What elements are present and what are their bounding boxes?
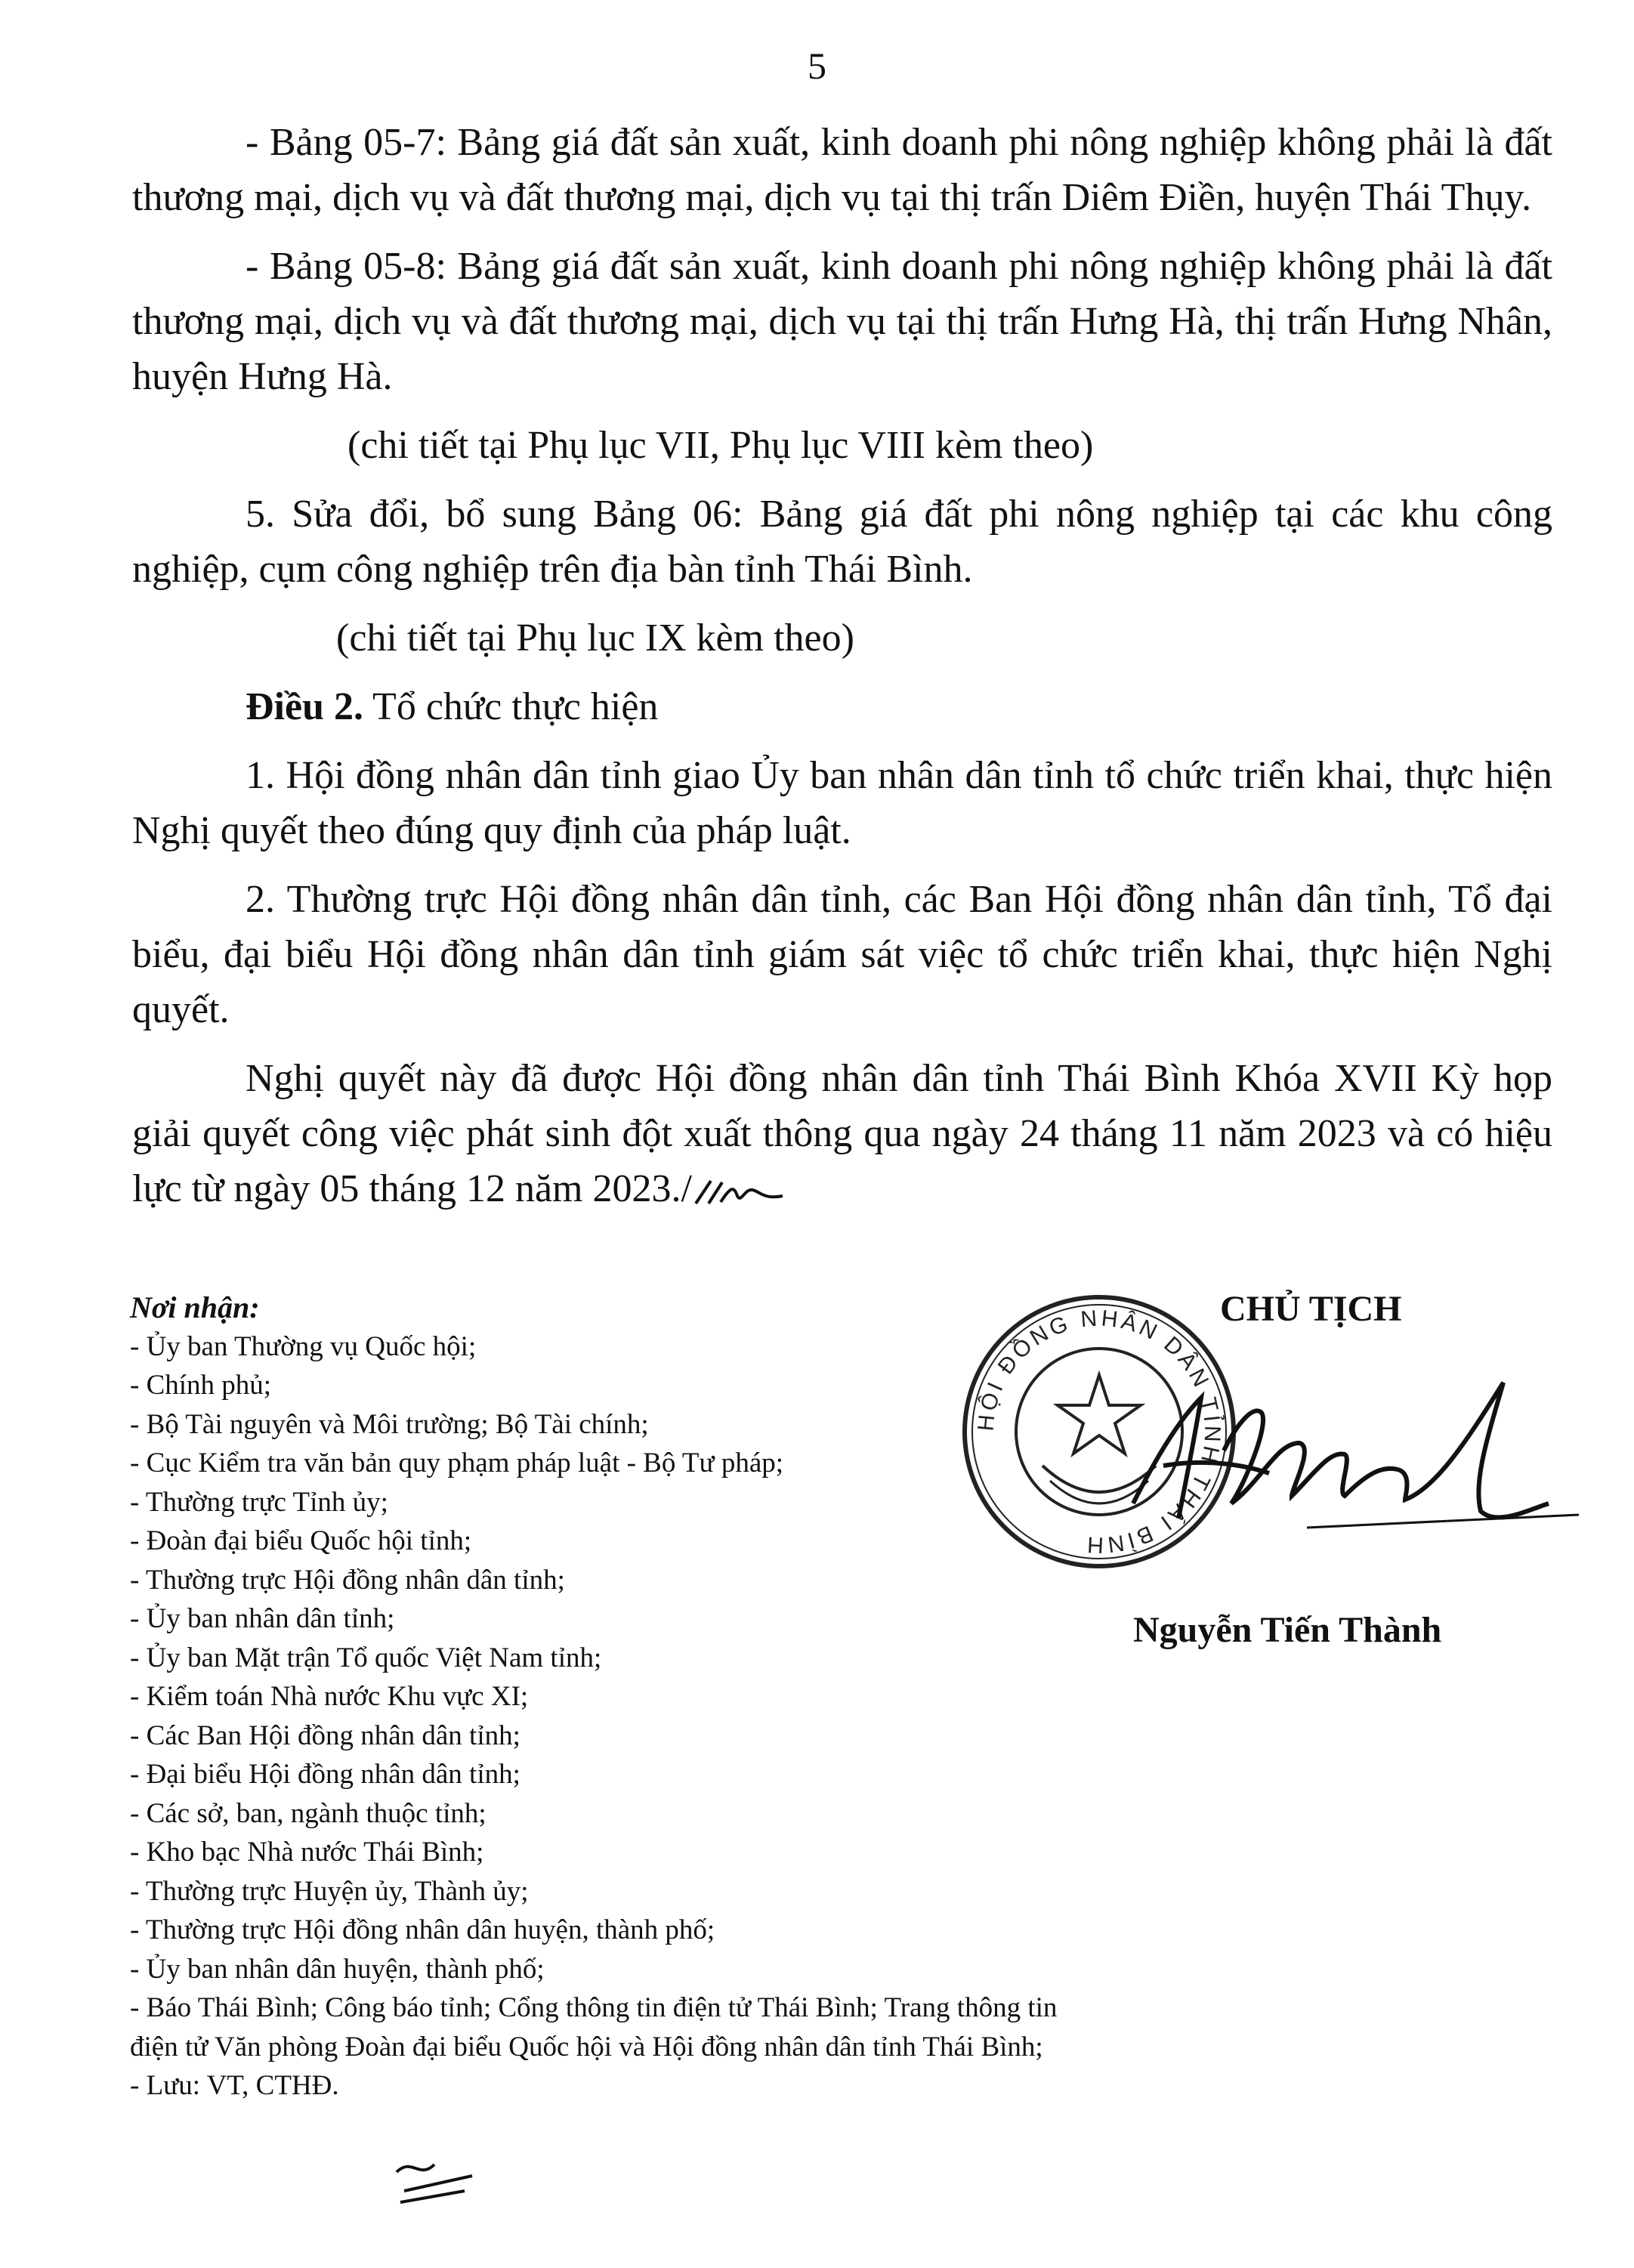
recipient-item: - Các Ban Hội đồng nhân dân tỉnh; — [130, 1720, 520, 1751]
document-body — [132, 115, 1552, 1216]
recipient-item: - Kho bạc Nhà nước Thái Bình; — [130, 1837, 484, 1868]
signature-block — [944, 1277, 1594, 1700]
recipient-item: - Thường trực Huyện ủy, Thành ủy; — [130, 1875, 529, 1907]
recipients-block — [130, 1288, 1067, 2106]
closing-text: Nghị quyết này đã được Hội đồng nhân dân tỉnh Thái Bình Khóa XVII Kỳ họp giải quyết công việc phát sinh đột xuất thông qua ngày 24 tháng 11 năm 2023 và có hiệu lực từ ngày 05 tháng 12 năm 2023./ — [132, 1057, 1552, 1210]
recipients-heading: Nơi nhận: — [130, 1290, 260, 1324]
article-title: Tổ chức thực hiện — [363, 685, 659, 728]
stamp-text: HỘI ĐỒNG NHÂN DÂN TỈNH THÁI BÌNH — [973, 1305, 1225, 1558]
recipient-item: - Ủy ban nhân dân tỉnh; — [130, 1603, 395, 1634]
page-number: 5 — [808, 45, 826, 87]
recipient-item: - Thường trực Hội đồng nhân dân huyện, thành phố; — [130, 1914, 715, 1945]
paragraph-table-05-8: - Bảng 05-8: Bảng giá đất sản xuất, kinh doanh phi nông nghiệp không phải là đất thương mại, dịch vụ và đất thương mại, dịch vụ tại thị trấn Hưng Hà, thị trấn Hưng Nhân, huyện Hưng Hà. — [132, 245, 1552, 398]
article-2-item-1: 1. Hội đồng nhân dân tỉnh giao Ủy ban nhân dân tỉnh tổ chức triển khai, thực hiện Nghị quyết theo đúng quy định của pháp luật. — [132, 754, 1552, 852]
recipient-item: - Chính phủ; — [130, 1370, 272, 1401]
recipient-item: - Cục Kiểm tra văn bản quy phạm pháp luật - Bộ Tư pháp; — [130, 1448, 784, 1479]
handwritten-mark-icon — [389, 2149, 480, 2210]
handwritten-initials-icon — [692, 1173, 790, 1211]
appendix-reference-7-8: (chi tiết tại Phụ lục VII, Phụ lục VIII kèm theo) — [347, 424, 1094, 467]
appendix-reference-9: (chi tiết tại Phụ lục IX kèm theo) — [336, 616, 854, 660]
article-2-item-2: 2. Thường trực Hội đồng nhân dân tỉnh, các Ban Hội đồng nhân dân tỉnh, Tổ đại biểu, đại biểu Hội đồng nhân dân tỉnh giám sát việc tổ chức triển khai, thực hiện Nghị quyết. — [132, 878, 1552, 1031]
recipient-item: - Ủy ban Thường vụ Quốc hội; — [130, 1330, 477, 1362]
recipient-item: - Thường trực Tỉnh ủy; — [130, 1486, 388, 1518]
paragraph-table-05-7: - Bảng 05-7: Bảng giá đất sản xuất, kinh doanh phi nông nghiệp không phải là đất thương mại, dịch vụ và đất thương mại, dịch vụ tại thị trấn Diêm Điền, huyện Thái Thụy. — [132, 121, 1552, 219]
paragraph-table-06: 5. Sửa đổi, bổ sung Bảng 06: Bảng giá đất phi nông nghiệp tại các khu công nghiệp, cụm công nghiệp trên địa bàn tỉnh Thái Bình. — [132, 493, 1552, 591]
recipient-item: - Đại biểu Hội đồng nhân dân tỉnh; — [130, 1759, 520, 1790]
signer-title: CHỦ TỊCH — [1220, 1289, 1402, 1329]
signer-name: Nguyễn Tiến Thành — [1133, 1610, 1442, 1650]
recipient-item: - Các sở, ban, ngành thuộc tỉnh; — [130, 1797, 486, 1829]
handwritten-signature-icon — [1118, 1352, 1586, 1549]
recipient-item: - Thường trực Hội đồng nhân dân tỉnh; — [130, 1564, 565, 1596]
recipient-item: - Bộ Tài nguyên và Môi trường; Bộ Tài chính; — [130, 1408, 649, 1440]
recipient-item: - Ủy ban Mặt trận Tổ quốc Việt Nam tỉnh; — [130, 1642, 602, 1673]
article-label: Điều 2. — [246, 685, 363, 728]
recipient-item: - Báo Thái Bình; Công báo tỉnh; Cổng thông tin điện tử Thái Bình; Trang thông tin điện tử Văn phòng Đoàn đại biểu Quốc hội và Hội đồng nhân dân tỉnh Thái Bình; — [130, 1992, 1058, 2063]
article-2-heading — [132, 679, 1552, 734]
recipient-item: - Ủy ban nhân dân huyện, thành phố; — [130, 1953, 545, 1985]
recipient-item: - Lưu: VT, CTHĐ. — [130, 2070, 339, 2101]
recipient-item: - Đoàn đại biểu Quốc hội tỉnh; — [130, 1525, 472, 1556]
recipients-list — [130, 1327, 1067, 2106]
recipient-item: - Kiểm toán Nhà nước Khu vực XI; — [130, 1681, 529, 1712]
closing-paragraph — [132, 1051, 1552, 1216]
